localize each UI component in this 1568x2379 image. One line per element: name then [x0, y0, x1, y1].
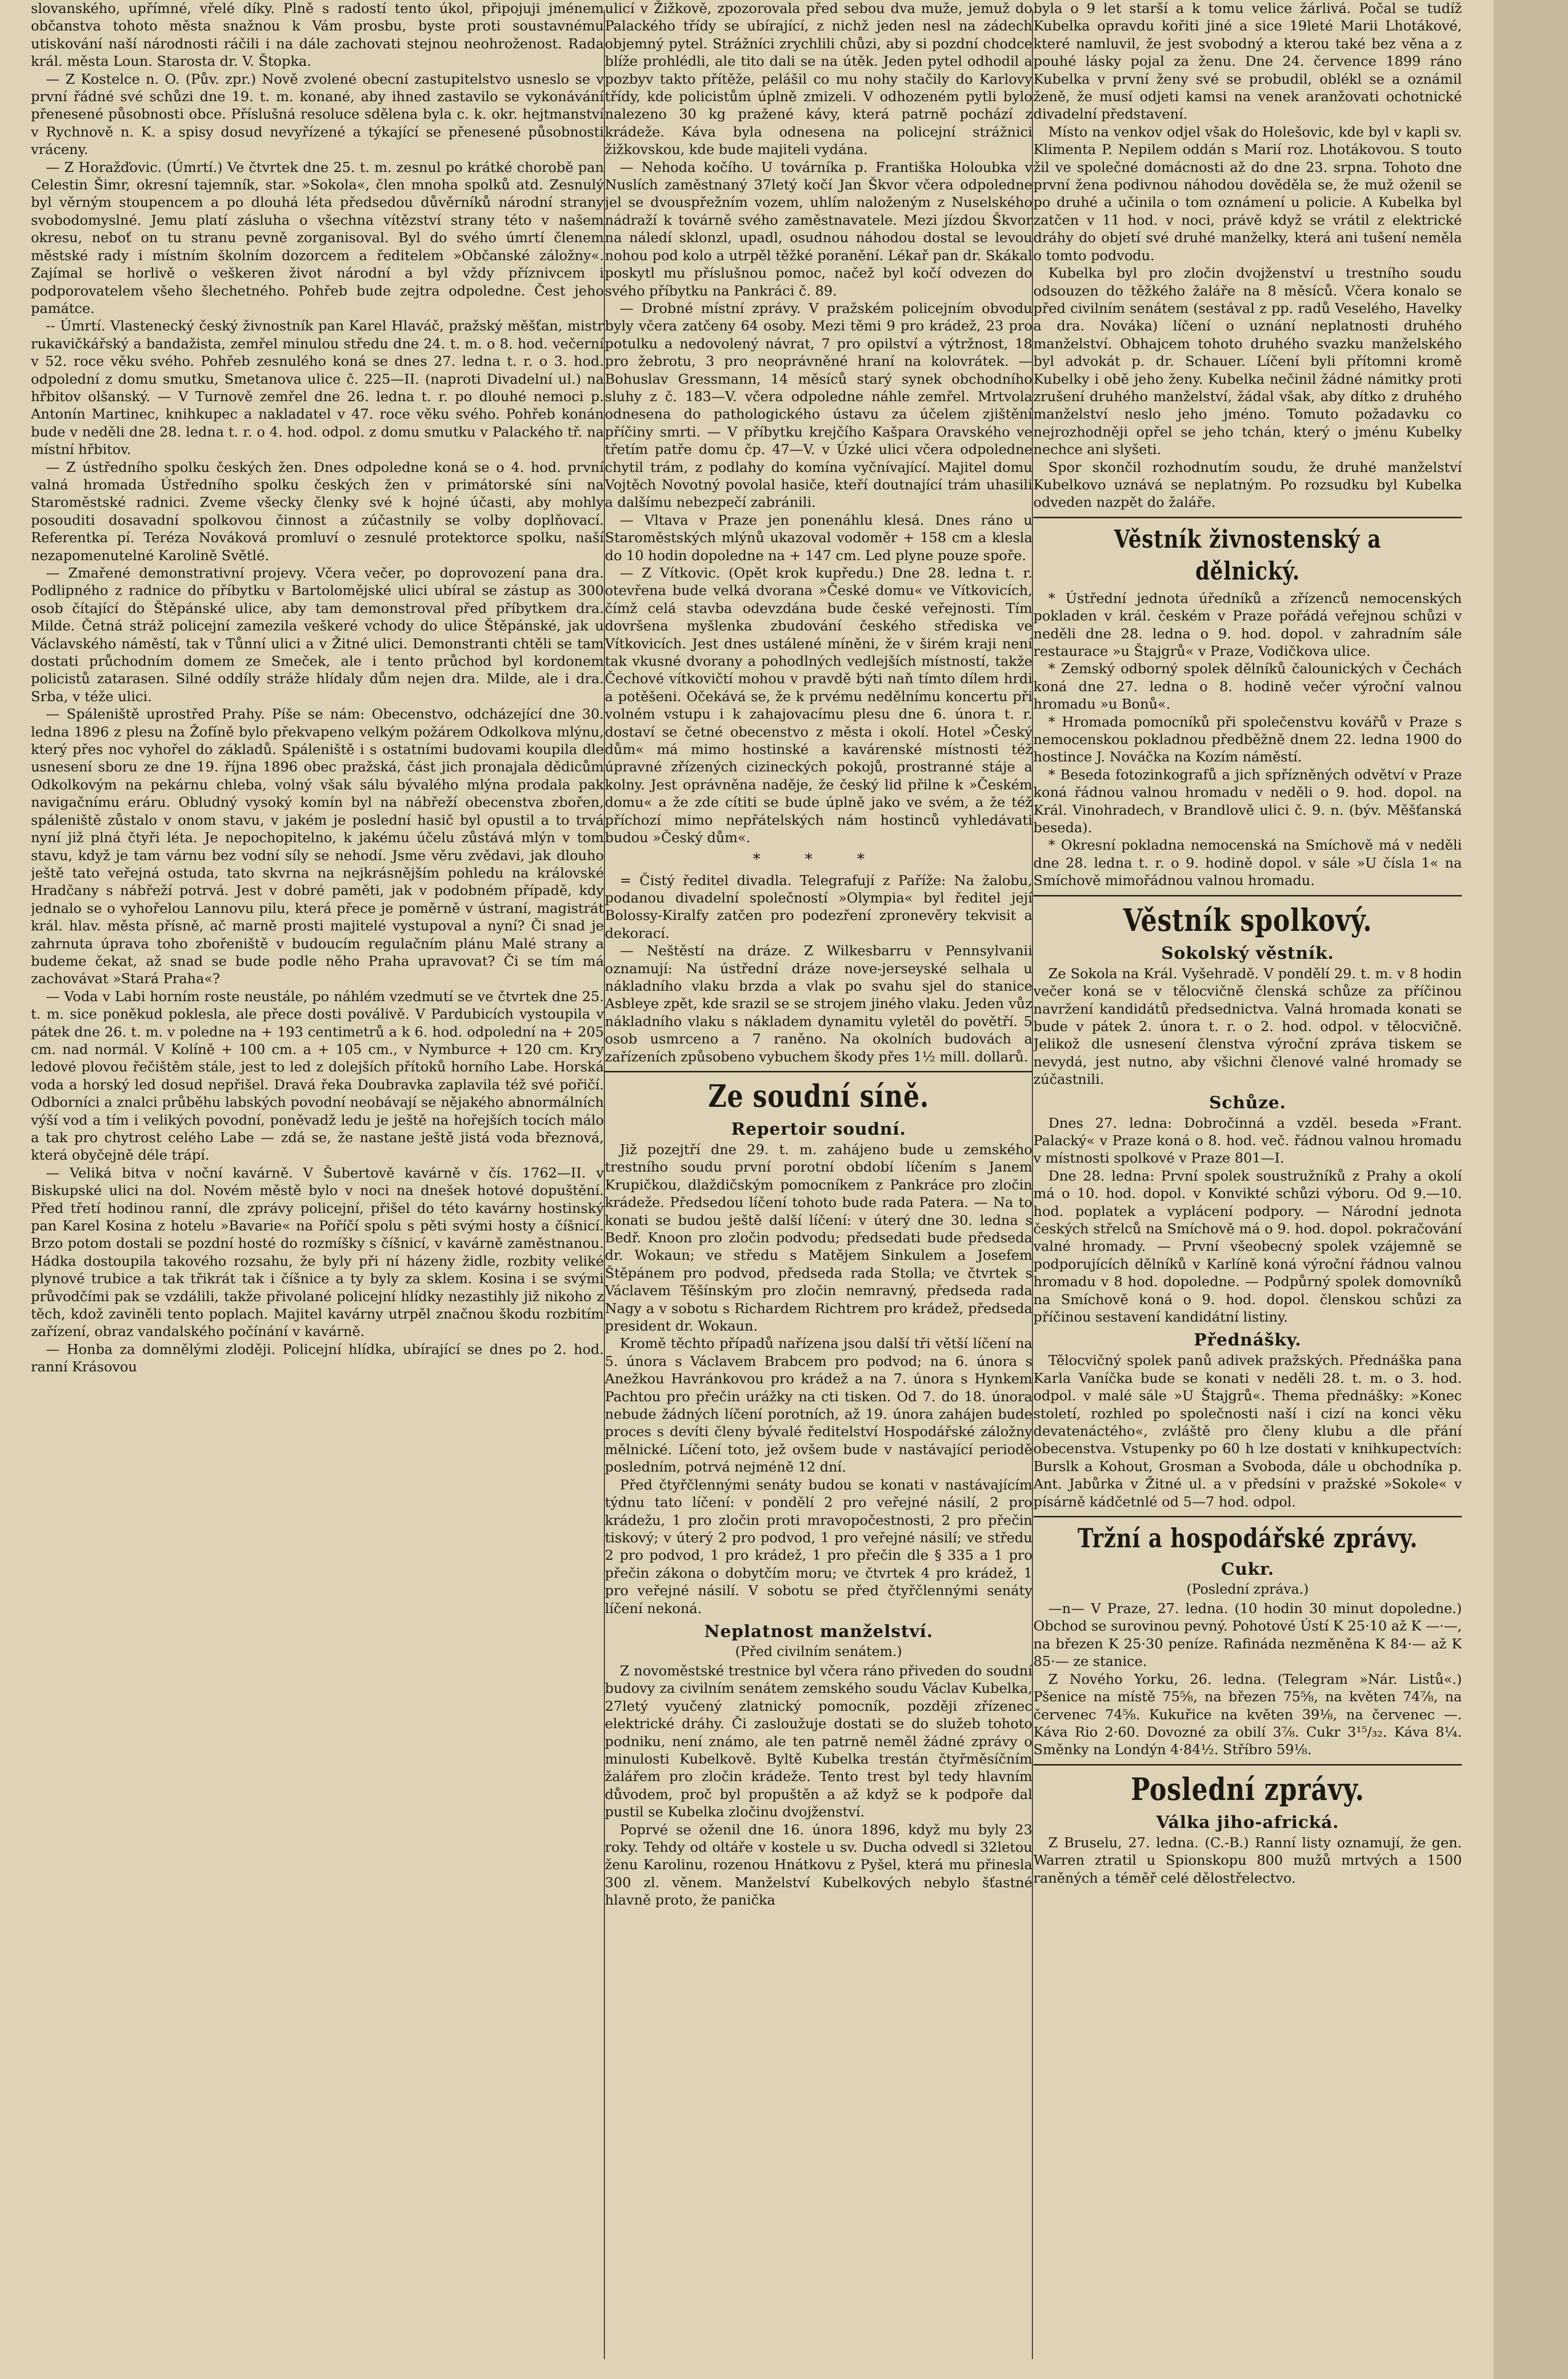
section-rule — [605, 1071, 1032, 1072]
section-title-trzni: Tržní a hospodářské zprávy. — [1077, 1523, 1418, 1554]
section-title-spolkovy: Věstník spolkový. — [1123, 901, 1372, 938]
subtitle-neplatnost: Neplatnost manželství. — [704, 1621, 933, 1641]
section-rule — [1033, 1764, 1462, 1766]
zivnost-item-2: * Zemský odborný spolek dělníků čalounických v Čechách koná dne 27. ledna o 8. hodině večer výroční valnou hromadu »u Bonů«. — [1033, 661, 1462, 713]
section-title-zivnostensky: Věstník živnostenský a dělnický. — [1114, 524, 1382, 586]
article-voda-labe: — Voda v Labi horním roste neustále, po náhlém vzedmutí se ve čtvrtek dne 25. t. m. sice poněkud poklesla, ale přece dosti poválivě. V Pardubicích vystoupila v pátek dne 26. t. m. v poledne na + 193 centimetrů a k 6. hod. odpolední na + 205 cm. nad normál. V Kolíně + 100 cm. a + 105 cm., v Nymburce + 120 cm. Kry ledové plovou řečištěm stále, jest to led z dolejších přítoků horního Labe. Horská voda a horský led dosud nepřišel. Dravá řeka Doubravka zaplavila též své pořičí. Odborníci a znalci průběhu labských povodní neobávají se nějakého abnormálních výší vod a tím i velikých povodní, poněvadž ledu je ještě na hořejších tocích málo a tak pro chytrost celého Labe — zdá se, že nastane ještě jistá voda březnová, která obyčejně déle trápí. — [31, 988, 604, 1164]
neplatnost-para-2: Poprvé se oženil dne 16. února 1896, když mu byly 23 roky. Tehdy od oltáře v kostele u sv. Ducha odvedl si 32letou ženu Karolinu, rozenou Hnátkovu z Pyšel, která mu přinesla 300 zl. věnem. Manželství Kubelkových nebylo šťastné hlavně proto, že panička — [605, 1821, 1032, 1909]
repertoir-para-1: Již pozejtří dne 29. t. m. zahájeno bude u zemského trestního soudu první porotní období líčením s Janem Krupičkou, dlaždičským pomocníkem z Pankráce pro zločin krádeže. Předsedou líčení tohoto bude rada Patera. — Na to konati se budou ještě další líčení: v úterý dne 30. ledna s Bedř. Knoon pro zločin podvodu; předsedati bude předseda dr. Wokaun; ve středu s Matějem Sinkulem a Josefem Štěpánem pro podvod, předseda rada Stolla; ve čtvrtek s Václavem Těšínským pro zločin nemravný, předseda rada Nagy a v sobotu s Richardem Richtrem pro krádež, předseda president dr. Wokaun. — [605, 1141, 1032, 1335]
subtitle-repertoir: Repertoir soudní. — [731, 1119, 906, 1139]
article-reditel-divadla: = Čistý ředitel divadla. Telegrafují z Paříže: Na žalobu, podanou divadelní společností »Olympia« byl ředitel její Bolossy-Kiralfy zatčen pro podezření zpronevěry tekvisit a dekorací. — [605, 872, 1032, 941]
repertoir-para-3: Před čtyřčlennými senáty budou se konati v nastávajícím týdnu tato líčení: v pondělí 2 pro veřejné násilí, 2 pro krádežu, 1 pro zločin proti mravopočestnosti, 2 pro přečin tiskový; v úterý 2 pro podvod, 1 pro veřejné násilí; ve středu 2 pro podvod, 1 pro krádež, 1 pro přečin dle § 335 a 1 pro přečin zákona o dobytčím moru; ve čtvrtek 4 pro krádež, 1 pro veřejné násilí. V sobotu se před čtyřčlennými senáty líčení nekoná. — [605, 1477, 1032, 1617]
article-spaleniste: — Spáleniště uprostřed Prahy. Píše se nám: Obecenstvo, odcházející dne 30. ledna 1896 z plesu na Žofíně bylo překvapeno velkým požárem Odkolkova mlýnu, který přes noc vyhořel do základů. Spáleniště i s ostatními budovami koupila dle usnesení sboru ze dne 19. října 1896 obec pražská, část jich pronajala dědicům Odkolkovým na pekárnu chleba, volný však sálu bývalého mlýna prodala pak navigačnímu eráru. Obludný vysoký komín byl na nábřeží obecenstva zbořen, spáleniště zůstalo v onom stavu, v jakém je poslední hasič byl opustil a to trvá nyní již plná čtyři léta. Je nepochopitelno, k jakému účelu zůstává mlýn v tom stavu, když je tam várnu bez vodní síly se nehodí. Jsme věru zvědavi, jak dlouho ještě tato veřejná ostuda, tato skvrna na nejkrásnějším pohledu na královské Hradčany s nábřeží potrvá. Jest v dobré paměti, jak v podobném případě, kdy jednalo se o vyhořelou Lannovu pilu, která přece je poměrně v ústraní, magistrát král. hlav. města přísně, ač marně prosti majitelé vystupoval a nyní? Či snad je zahrnuta úprava toho zbořeniště v budoucím regulačním plánu Malé strany a budeme čekat, až snad se bude podle něho Praha upravovat? Či se tím má zachovávat »Stará Praha«? — [31, 706, 604, 987]
article-nehoda-kociho: — Nehoda kočího. U továrníka p. Františka Holoubka v Nuslích zaměstnaný 37letý kočí Jan Škvor včera odpoledne jel se dvouspřežním vozem, uhlím naloženým z Nuselského nádraží k továrně svého zaměstnavatele. Mezi jízdou Škvor na náledí sklonzl, upadl, osudnou náhodou dostal se levou nohou pod kolo a utrpěl těžké poranění. Lékař pan dr. Skákal poskytl mu příslušnou pomoc, načež byl kočí odvezen do svého příbytku na Pankráci č. 89. — [605, 159, 1032, 299]
article-vitkovice: — Z Vítkovic. (Opět krok kupředu.) Dne 28. ledna t. r. otevřena bude velká dvorana »České domu« ve Vítkovicích, čímž celá stavba odevzdána bude české veřejnosti. Tím dovršena myšlenka zbudování českého střediska ve Vítkovicích. Jest dnes ustálené míněni, že v širém kraji není tak vkusné dvorany a pohodlných vedlejších místností, takže Čechové vítkovičtí mohou v pravdě býti naň tímto dílem hrdi a potěšeni. Očekává se, že k prvému nedělnímu koncertu při volném vstupu i k zahajovacímu plesu dne 6. února t. r. dostaví se četné obecenstvo z města i okolí. Hotel »Český dům« má mimo hostinské a kavárenské místnosti též úpravné zřízených cizineckých pokojů, prostranné stáje a kolny. Jest oprávněna naděje, že český lid přilne k »Českém domu« a že zde cítiti se bude úplně jako ve svém, a že též příchozí mimo nepřátelských nám hostinců vyhledávati budou »Český dům«. — [605, 565, 1032, 846]
schuze-item-2: Dne 28. ledna: První spolek soustružníků z Prahy a okolí má o 10. hod. dopol. v Konvikté schůzi výboru. Od 9.—10. hod. poplatek a vyplácení podpory. — Národní jednota českých střelců na Smíchově má o 9. hod. dopol. pokračování valné hromady. — První všeobecný spolek vzájemně se podporujících dělníků v Karlíně koná výroční řádnou valnou hromadu v 8 hod. dopoledne. — Podpůrný spolek domovníků na Smíchově koná o 9. hod. dopol. členskou schůzi za příčinou sestavení kandidátní listiny. — [1033, 1168, 1462, 1325]
note-posledni-zprava: (Poslední zpráva.) — [1186, 1582, 1309, 1598]
zivnost-item-4: * Beseda fotozinkografů a jich spřízněných odvětví v Praze koná řádnou valnou hromadu v neděli o 9. hod. dopol. na Král. Vinohradech, v Brandlově ulici č. 9. n. (býv. Měšťanská beseda). — [1033, 766, 1462, 836]
subtitle-schuze: Schůze. — [1209, 1092, 1286, 1113]
column-2 — [605, 0, 1032, 2379]
scan-edge — [1494, 0, 1568, 2379]
article-drobne-zpravy: — Drobné místní zprávy. V pražském policejním obvodu byly včera zatčeny 64 osoby. Mezi těmi 9 pro krádež, 23 pro potulku a nedovolený návrat, 7 pro opilství a výtržnost, 18 pro žebrotu, 3 pro neoprávněné hraní na kolovrátek. — Bohuslav Gressmann, 14 měsíců starý synek obchodního sluhy z č. 183—V. včera odpoledne náhle zemřel. Mrtvola odnesena do pathologického ústavu za účelem zjištění příčiny smrti. — V příbytku krejčího Kašpara Oravského ve třetím patře domu čp. 47—V. v Úzké ulici včera odpoledne chytil trám, z podlahy do komína vyčnívající. Majitel domu Vojtěch Novotný povolal hasiče, kteří doutnající trám uhasili a dalšímu nebezpečí zabránili. — [605, 300, 1032, 511]
article-horazdovice: — Z Horažďovic. (Úmrtí.) Ve čtvrtek dne 25. t. m. zesnul po krátké chorobě pan Celestin Šimr, okresní tajemník, star. »Sokola«, člen mnoha spolků atd. Zesnulý byl věrným stoupencem a po dlouhá léta předsedou důvěrníků národní strany svobodomyslné. Jemu platí zásluha o všechna vítězství strany této v našem okresu, neboť on tu stranu pevně zorganisoval. Byl do svého úmrtí členem městské rady i místním školním dozorcem a ředitelem »Občanské záložny«. Zajímal se horlivě o veškeren život národní a byl vždy příznivcem i podporovatelem všeho šlechetného. Pohřeb bude zejtra odpoledne. Čest jeho památce. — [31, 159, 604, 316]
neplatnost-cont-3: Kubelka byl pro zločin dvojženství u trestního soudu odsouzen do těžkého žaláře na 8 měsíců. Včera konalo se před civilním senátem (sestával z pp. radů Veselého, Havelky a dra. Nováka) líčení o uznání neplatnosti druhého manželství. Obhajcem tohoto druhého svazku manželského byl advokát p. dr. Schauer. Líčení byli přítomni kromě Kubelky i obě jeho ženy. Kubelka nečinil žádné námitky proti zrušení druhého manželství, žádal však, aby dítko z druhého manželství neslo jeho jméno. Tomuto požadavku co nejrozhodněji opřel se jeho tchán, který o jménu Kubelky nechce ani slyšeti. — [1033, 265, 1462, 458]
section-title-soudni-sin: Ze soudní síně. — [708, 1077, 929, 1114]
zivnost-item-3: * Hromada pomocníků při společenstvu kovářů v Praze s nemocenskou pokladnou předběžně dnem 22. ledna 1900 do hostince J. Nováčka na Kozím náměstí. — [1033, 714, 1462, 765]
cukr-new-york: Z Nového Yorku, 26. ledna. (Telegram »Nár. Listů«.) Pšenice na místě 75⅝, na březen 75⅝, na květen 74⅞, na červenec 74⅝. Kukuřice na květen 39⅛, na červenec —. Káva Rio 2·60. Dovozné za obilí 3⅞. Cukr 3¹⁵/₃₂. Káva 8¼. Směnky na Londýn 4·84½. Stříbro 59⅛. — [1033, 1671, 1462, 1758]
neplatnost-cont-2: Místo na venkov odjel však do Holešovic, kde byl v kapli sv. Klimenta P. Nepilem oddán s Marií roz. Lhotákovou. S touto žil ve společné domácnosti až do dne 23. srpna. Tohoto dne první žena podivnou náhodou dověděla se, že muž oženil se po druhé a učinila o tom oznámení u policie. A Kubelka byl zatčen v 11 hod. v noci, právě když se vrátil z elektrické dráhy do objetí své druhé manželky, která ani tušení neměla o tomto podvodu. — [1033, 124, 1462, 264]
section-rule — [1033, 517, 1462, 518]
prednasky-item: Tělocvičný spolek panů adivek pražských. Přednáška pana Karla Vaníčka bude se konati v neděli 28. t. m. o 3. hod. odpol. v malé sále »U Štajgrů«. Thema přednášky: »Konec století, rozhled po společnosti naší i cizí na konci věku devatenáctého«, zvláště pro členy klubu a dle přání obecenstva. Vstupenky po 60 h lze dostati v knihkupectvích: Burslk a Kohout, Grosman a Svoboda, dále u obchodníka p. Ant. Jabůrka v Žitné ul. a v předsíni v pražské »Sokole« v písárně kádčetnlé od 5—7 hod. odpol. — [1033, 1352, 1462, 1510]
subtitle-valka: Válka jiho-africká. — [1156, 1812, 1339, 1832]
article-kostelec: — Z Kostelce n. O. (Pův. zpr.) Nově zvolené obecní zastupitelstvo usneslo se v první řádné své schůzi dne 19. t. m. konané, aby ihned zastavilo se vykonávání přenesené působnosti obce. Příslušná resoluce sdělena byla c. k. okr. hejtmanství v Rychnově n. K. a spisy dosud nevyřízené a týkající se přenesené působnosti vráceny. — [31, 71, 604, 158]
subtitle-cukr: Cukr. — [1221, 1559, 1275, 1580]
valka-brusel: Z Bruselu, 27. ledna. (C.-B.) Ranní listy oznamují, že gen. Warren ztratil u Spionskopu 800 mužů mrtvých a 1500 raněných a téměř celé dělostřelectvo. — [1033, 1834, 1462, 1886]
article-demonstrace: — Zmařené demonstrativní projevy. Včera večer, po doprovození pana dra. Podlipného z radnice do příbytku v Bartolomějské ulici ubíral se zástup as 300 osob čítající do Štěpánské ulice, aby tam demonstroval před příbytkem dra. Milde. Četná stráž policejní zamezila veškeré vchody do ulice Štěpánské, jak u Václavského náměstí, tak v Tůnní ulici a v Žitné ulici. Demonstranti chtěli se tam dostati průchodním domem ze Smeček, ale i tento průchod byl kordonem policistů zatarasen. Silné oddíly stráže hlídaly dům nejen dra. Milde, ale i dra. Srba, v téže ulici. — [31, 565, 604, 705]
article-vltava: — Vltava v Praze jen ponenáhlu klesá. Dnes ráno u Staroměstských mlýnů ukazoval vodoměr + 158 cm a klesla do 10 hodin dopoledne na + 147 cm. Led plyne pouze spoře. — [605, 512, 1032, 564]
article-nestesti-draha: — Neštěstí na dráze. Z Wilkesbarru v Pennsylvanii oznamují: Na ústřední dráze nove-jerseyské selhala u nákladního vlaku brzda a vlak po svahu sjel do stanice Asbleye zpět, kde srazil se se strojem jiného vlaku. Jeden vůz nákladního vlaku s nákladem dynamitu vyletěl do povětří. 5 osob usmrceno a 7 raněno. Na okolních budovách a zařízeních způsobeno vybuchem škody přes 1½ mill. dollarů. — [605, 943, 1032, 1065]
subtitle-prednasky: Přednášky. — [1193, 1330, 1302, 1350]
article-honba: — Honba za domnělými zloději. Policejní hlídka, ubírající se dnes po 2. hod. ranní Krásovou — [31, 1341, 604, 1375]
repertoir-para-2: Kromě těchto případů nařízena jsou další tři větší líčení na 5. února s Václavem Brabcem pro podvod; na 6. února s Anežkou Havránkovou pro krádež a na 7. února s Hynkem Pachtou pro přečin urážky na cti tisken. Od 7. do 18. února nebude žádných líčení porotních, až 19. února zahájen bude proces s devíti členy bývalé ředitelství Hospodářské záložny mělnické. Líčení toto, jež ovšem bude v nastávající periodě posledním, potrvá nejméně 12 dní. — [605, 1336, 1032, 1476]
article-louny: slovanského, upřímné, vřelé díky. Plně s radostí tento úkol, připojuji jménem občanstva tohoto města snažnou k Vám prosbu, byste proti soustavnému utiskování naší národnosti ráčili i na dále zachovati stejnou neohroženost. Rada král. města Loun. Starosta dr. V. Štopka. — [31, 0, 604, 70]
section-rule — [1033, 1516, 1462, 1517]
zivnost-item-1: * Ústřední jednota úředníků a zřízenců nemocenských pokladen v král. českém v Praze pořádá veřejnou schůzi v neděli dne 28. ledna o 9. hod. dopol. v zahradním sále restaurace »u Štajgrů« v Praze, Vodičkova ulice. — [1033, 590, 1462, 659]
article-bitva-kavarna: — Veliká bitva v noční kavárně. V Šubertově kavárně v čís. 1762—II. v Biskupské ulici na dol. Novém městě bylo v noci na dnešek hotové dopuštění. Před třetí hodinou ranní, dle zprávy policejní, přišel do této kavárny hostinský pan Karel Kosina z hotelu »Bavarie« na Poříčí spolu s pěti svými hosty a číšnicí. Brzo potom dostali se pozdní hosté do rozmíšky s číšnicí, v kavárně zaměstnanou. Hádka dostoupila takového rozsahu, že byly při ní házeny židle, rozbity veliké plynové trubice a tak třikrát tak i číšnice a ty byly za sklem. Kosina i se svými průvodčími pak se vzdálili, takže přivolané policejní hlídky nezastihly již nikoho z těch, kdož zaviněli tento poplach. Majitel kavárny utrpěl značnou škodu rozbitím zařízení, obraz vandalského počínání v kavárně. — [31, 1165, 604, 1340]
separator-stars: * * * — [752, 850, 885, 868]
section-title-posledni-zpravy: Poslední zprávy. — [1131, 1771, 1365, 1807]
sokol-item: Ze Sokola na Král. Vyšehradě. V pondělí 29. t. m. v 8 hodin večer koná se v tělocvičně členská schůze za příčinou navržení kandidátů předsednictva. Valná hromada konati se bude v pátek 2. února t. r. o 2. hod. odpol. v tělocvičně. Jelikož dle usnesení členstva výroční zpráva tiskem se nevydá, jest nutno, aby všichni členové valné hromady se zúčastnili. — [1033, 965, 1462, 1088]
column-1 — [31, 0, 604, 2379]
note-civilni-senat: (Před civilním senátem.) — [735, 1643, 902, 1659]
neplatnost-cont-1: byla o 9 let starší a k tomu velice žárlivá. Počal se tudíž Kubelka opravdu kořiti jiné a sice 19leté Marii Lhotákové, které namluvil, že jest svobodný a kterou také bez věna a z pouhé lásky pojal za ženu. Dne 24. července 1899 ráno Kubelka v první ženy své se probudil, oblékl se a oznámil ženě, že musí odjeti kamsi na venek aranžovati ochotnické divadelní představení. — [1033, 0, 1462, 123]
cukr-praha: —n— V Praze, 27. ledna. (10 hodin 30 minut dopoledne.) Obchod se surovinou pevný. Pohotové Ústí K 25·10 až K —·—, na březen K 25·30 peníze. Rafináda nezměněna K 84·— až K 85·— ze stanice. — [1033, 1601, 1462, 1670]
neplatnost-cont-4: Spor skončil rozhodnutím soudu, že druhé manželství Kubelkovo uznává se neplatným. Po rozsudku byl Kubelka odveden nazpět do žaláře. — [1033, 459, 1462, 511]
neplatnost-para-1: Z novoměstské trestnice byl včera ráno přiveden do soudní budovy za civilním senátem zemského soudu Václav Kubelka, 27letý vyučený zlatnický pomocník, později zřízenec elektrické dráhy. Či zasloužuje dostati se do služeb tohoto podniku, není známo, ale ten patrně neměl žádné zprávy o minulosti Kubelkově. Byltě Kubelka trestán čtyřměsíčním žalářem pro zločin krádeže. Tento trest byl tedy hlavním důvodem, proč byl propuštěn a až když se k podpoře dal pustil se Kubelka zločinu dvojženství. — [605, 1662, 1032, 1820]
schuze-item-1: Dnes 27. ledna: Dobročinná a vzděl. beseda »Frant. Palacký« v Praze koná o 8. hod. več. řádnou valnou hromadu v místnosti spolkové v Praze 801—I. — [1033, 1115, 1462, 1167]
zivnost-item-5: * Okresní pokladna nemocenská na Smíchově má v neděli dne 28. ledna t. r. o 9. hodině dopol. v sále »U čísla 1« na Smíchově mimořádnou valnou hromadu. — [1033, 837, 1462, 889]
column-3 — [1033, 0, 1462, 2379]
article-umrti: -- Úmrtí. Vlastenecký český živnostník pan Karel Hlaváč, pražský měšťan, mistr rukavičkářský a bandažista, zemřel minulou středu dne 24. t. m. o 8. hod. večerní v 52. roce věku svého. Pohřeb zesnulého koná se dnes 27. ledna t. r. o 3. hod. odpolední z domu smutku, Smetanova ulice č. 225—II. (naproti Divadelní ul.) na hřbitov olšanský. — V Turnově zemřel dne 26. ledna t. r. po dlouhé nemoci p. Antonín Martinec, knihkupec a nakladatel v 47. roce věku svého. Pohřeb konán bude v neděli dne 28. ledna t. r. o 4. hod. odpol. z domu smutku v Palackého tř. na místní hřbitov. — [31, 318, 604, 458]
article-spolek-zen: — Z ústředního spolku českých žen. Dnes odpoledne koná se o 4. hod. první valná hromada Ústředního spolku českých žen v primátorské síni na Staroměstské radnici. Zveme všecky členky své k hojné účasti, aby mohly posouditi dosavadní spolkovou činnost a zúčastnily se volby doplňovací. Referentka pí. Teréza Nováková promluví o zesnulé protektorce spolku, naší nezapomenutelné Karolině Světlé. — [31, 459, 604, 564]
article-honba-cont: ulicí v Žižkově, zpozorovala před sebou dva muže, jemuž do Palackého třídy se ubírající, z nichž jeden nesl na zádech objemný pytel. Strážníci zrychlili chůzi, aby si pozdní chodce blíže prohlédli, ale tito dali se na útěk. Jeden pytel odhodil a pozbyv takto přítěže, pelášil co mu nohy stačily do Karlovy třídy, kde policistům úplně zmizeli. V odhozeném pytli bylo nalezeno 30 kg pražené kávy, která patrně pochází z krádeže. Káva byla odnesena na policejní strážnici žižkovskou, kde bude majiteli vydána. — [605, 0, 1032, 158]
subtitle-sokolsky: Sokolský věstník. — [1161, 943, 1334, 963]
section-rule — [1033, 895, 1462, 896]
